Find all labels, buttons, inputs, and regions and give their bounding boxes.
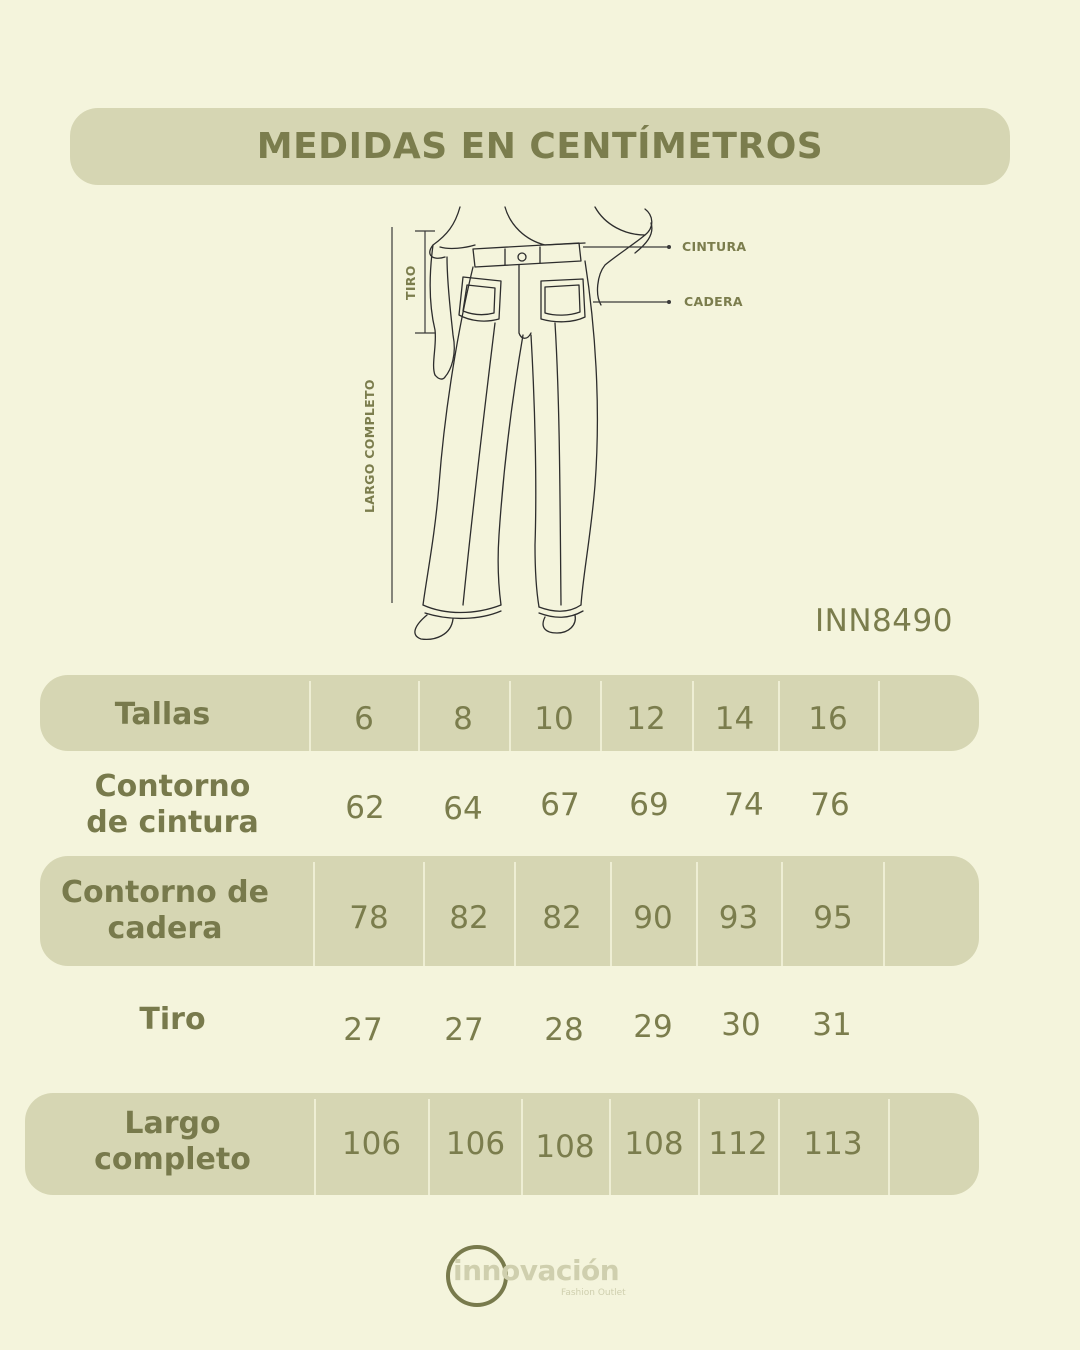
table-cell: 76 — [810, 787, 850, 823]
table-cell: 93 — [718, 900, 759, 936]
table-cell: 82 — [449, 900, 489, 936]
table-row-tallas — [40, 675, 979, 751]
page-title: MEDIDAS EN CENTÍMETROS — [256, 126, 824, 167]
table-cell: 113 — [803, 1126, 863, 1162]
brand-logo-tagline: Fashion Outlet — [561, 1288, 626, 1298]
table-row-cadera — [40, 856, 979, 966]
cintura-label: CINTURA — [682, 239, 747, 254]
table-cell: 10 — [534, 701, 574, 737]
table-cell: 108 — [624, 1126, 684, 1162]
table-cell: 14 — [714, 701, 755, 737]
table-cell: 27 — [444, 1012, 484, 1048]
table-cell: 67 — [540, 787, 580, 823]
table-cell: 29 — [633, 1009, 673, 1045]
row-label: Contorno de cadera — [61, 875, 269, 946]
table-cell: 69 — [629, 787, 669, 823]
brand-logo-wordmark: innovación — [453, 1254, 620, 1287]
table-cell: 90 — [633, 900, 673, 936]
title-banner — [70, 108, 1010, 185]
jeans-illustration — [355, 205, 775, 645]
table-row-cintura — [40, 765, 979, 845]
table-cell: 31 — [812, 1007, 852, 1043]
table-cell: 8 — [453, 701, 473, 737]
table-cell: 106 — [341, 1126, 402, 1162]
table-cell: 82 — [542, 900, 582, 936]
table-cell: 108 — [535, 1129, 595, 1165]
table-cell: 64 — [443, 791, 483, 827]
table-row-tiro — [40, 990, 979, 1070]
table-cell: 16 — [808, 701, 848, 737]
cadera-label: CADERA — [684, 294, 743, 309]
table-cell: 12 — [626, 701, 666, 737]
table-cell: 95 — [813, 900, 853, 936]
row-label: Contorno de cintura — [86, 769, 259, 840]
table-cell: 74 — [724, 787, 764, 823]
row-label: Largo completo — [94, 1106, 251, 1177]
table-cell: 106 — [445, 1126, 506, 1162]
table-cell: 112 — [708, 1126, 768, 1162]
table-row-largo — [25, 1093, 979, 1195]
row-label: Tallas — [114, 697, 211, 732]
product-code: INN8490 — [815, 603, 953, 639]
table-cell: 30 — [721, 1007, 761, 1043]
table-cell: 28 — [544, 1012, 584, 1048]
brand-logo — [445, 1244, 645, 1310]
table-cell: 6 — [354, 701, 374, 737]
row-label: Tiro — [139, 1002, 206, 1037]
tiro-label: TIRO — [403, 265, 418, 300]
table-cell: 62 — [345, 790, 385, 826]
table-cell: 27 — [343, 1012, 383, 1048]
largo-completo-label: LARGO COMPLETO — [362, 379, 377, 513]
table-cell: 78 — [349, 900, 389, 936]
